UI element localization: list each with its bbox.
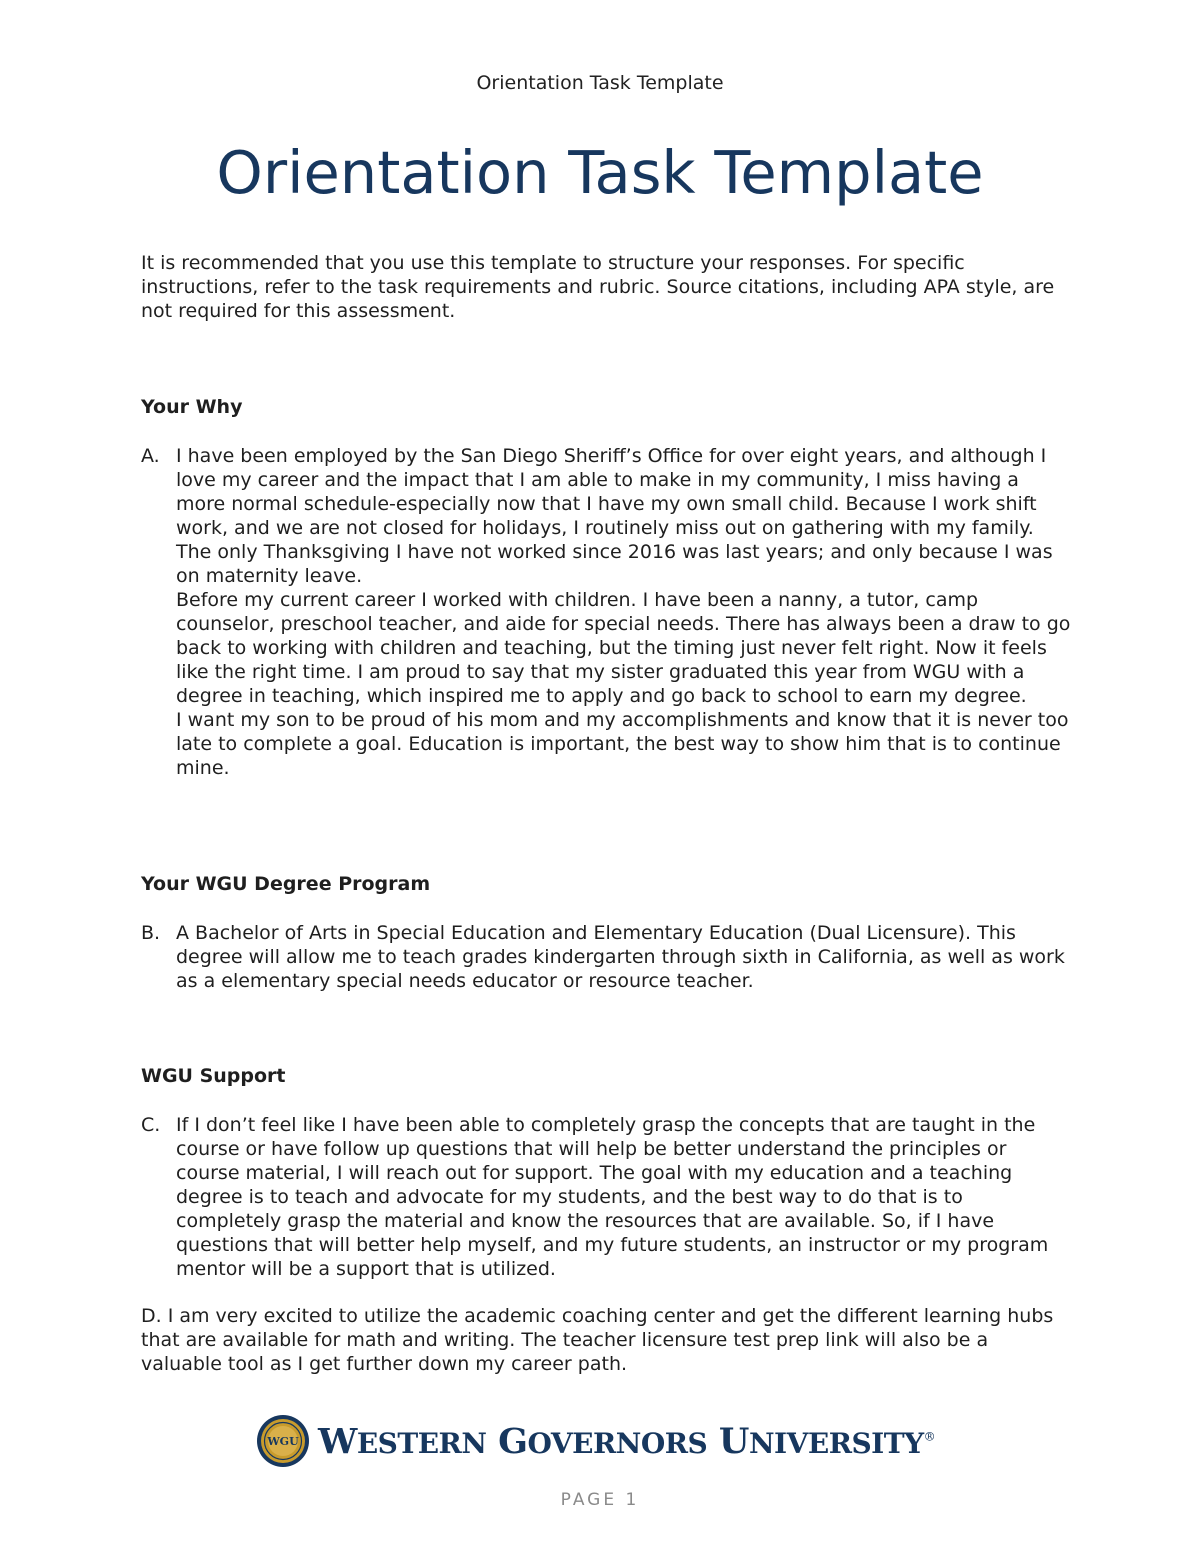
wgu-logo (256, 1411, 935, 1471)
wordmark-niversity: NIVERSITY (748, 1426, 924, 1460)
why-paragraph-1: I have been employed by the San Diego Sheriff’s Office for over eight years, and although I love my career and the impact that I am able to make in my community, I miss having a more normal schedule-especially now that I have my own small child. Because I work shift work, and we are not closed for holidays, I routinely miss out on gathering with my family. The only Thanksgiving I have not worked since 2016 was last years; and only because I was on maternity leave. (176, 445, 1053, 587)
section-heading-degree-program: Your WGU Degree Program (141, 873, 431, 895)
wgu-seal-icon (256, 1414, 310, 1468)
section-heading-your-why: Your Why (141, 396, 243, 418)
list-marker-a: A. (141, 445, 160, 467)
why-paragraph-3: I want my son to be proud of his mom and my accomplishments and know that it is never too late to complete a goal. Education is important, the best way to show him that is to continue mine. (176, 709, 1069, 779)
section-heading-wgu-support: WGU Support (141, 1065, 286, 1087)
why-paragraph-2: Before my current career I worked with children. I have been a nanny, a tutor, camp counselor, preschool teacher, and aide for special needs. There has always been a draw to go back to working with children and teaching, but the timing just never felt right. Now it feels like the right time. I am proud to say that my sister graduated this year from WGU with a degree in teaching, which inspired me to apply and go back to school to earn my degree. (176, 589, 1071, 707)
wordmark-u: U (718, 1420, 749, 1462)
list-marker-b: B. (141, 922, 161, 944)
intro-paragraph: It is recommended that you use this template to structure your responses. For specific instructions, refer to the task requirements and rubric. Source citations, including APA style, are not required for this assessment. (141, 252, 1055, 322)
page-title: Orientation Task Template (216, 138, 984, 207)
wordmark-overnors: OVERNORS (527, 1426, 708, 1460)
list-item-b-content: A Bachelor of Arts in Special Education and Elementary Education (Dual Licensure). This degree will allow me to teach grades kindergarten through sixth in California, as well as work as a elementary special needs educator or resource teacher. (176, 922, 1065, 992)
list-marker-c: C. (141, 1114, 161, 1136)
list-item-c (141, 1113, 1071, 1281)
list-item-a (141, 444, 1071, 780)
seal-letters: WGU (267, 1435, 299, 1448)
wordmark-g: G (498, 1420, 528, 1462)
wgu-wordmark (318, 1421, 935, 1462)
list-item-a-content (176, 444, 1071, 780)
page-number: PAGE 1 (560, 1490, 640, 1510)
registered-mark: ® (923, 1428, 936, 1443)
wordmark-estern: ESTERN (356, 1426, 487, 1460)
running-header: Orientation Task Template (476, 72, 724, 94)
list-item-c-content: If I don’t feel like I have been able to completely grasp the concepts that are taught in the course or have follow up questions that will help be better understand the principles or course material, I will reach out for support. The goal with my education and a teaching degree is to teach and advocate for my students, and the best way to do that is to completely grasp the material and know the resources that are available. So, if I have questions that will better help myself, and my future students, an instructor or my program mentor will be a support that is utilized. (176, 1114, 1049, 1280)
wordmark-w: W (318, 1420, 357, 1462)
paragraph-d: D. I am very excited to utilize the academic coaching center and get the different learning hubs that are available for math and writing. The teacher licensure test prep link will also be a valuable tool as I get further down my career path. (141, 1305, 1054, 1375)
list-item-b (141, 921, 1071, 993)
